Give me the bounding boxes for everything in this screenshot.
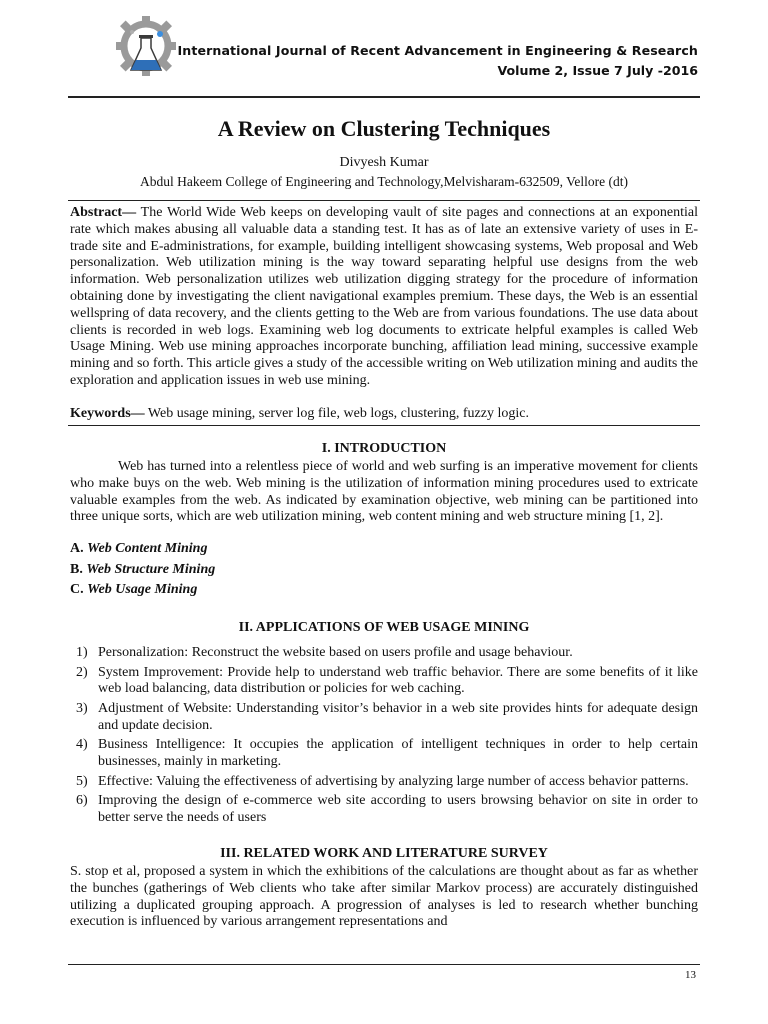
subsection-web-content-mining <box>70 541 207 557</box>
list-item-text: System Improvement: Provide help to understand web traffic behavior. There are some benefits of it like web load balancing, data distribution or policies for web caching. <box>98 664 698 697</box>
list-item <box>70 737 698 771</box>
abstract <box>70 205 698 390</box>
list-item-text: Adjustment of Website: Understanding visitor’s behavior in a web site provides hints for adequate design and update decision. <box>98 700 698 733</box>
subsection-letter: A. <box>70 541 84 556</box>
subsection-label: Web Content Mining <box>87 541 208 556</box>
abstract-bottom-divider <box>68 425 700 426</box>
list-item <box>70 701 698 735</box>
list-item-number: 5) <box>76 773 88 789</box>
abstract-label: Abstract— <box>70 205 137 220</box>
list-item-text: Effective: Valuing the effectiveness of advertising by analyzing large number of access behavior patterns. <box>98 773 689 789</box>
subsection-label: Web Structure Mining <box>86 562 216 577</box>
subsection-letter: C. <box>70 582 84 597</box>
paper-title: A Review on Clustering Techniques <box>217 116 551 141</box>
subsection-label: Web Usage Mining <box>87 582 198 597</box>
list-item <box>70 645 698 662</box>
flask-icon <box>131 35 161 70</box>
list-item-number: 1) <box>76 645 88 660</box>
list-item-number: 2) <box>76 664 88 680</box>
list-item-number: 3) <box>76 700 88 716</box>
journal-header <box>110 12 710 84</box>
journal-issue: Volume 2, Issue 7 July -2016 <box>497 63 698 78</box>
subsection-web-structure-mining <box>70 562 215 578</box>
list-item-number: 4) <box>76 737 88 753</box>
journal-name: International Journal of Recent Advancement in Engineering & Research <box>177 43 698 58</box>
section-heading-applications: II. APPLICATIONS OF WEB USAGE MINING <box>238 620 530 635</box>
list-item-text: Improving the design of e-commerce web site according to users browsing behavior on site in order to better serve the needs of users <box>98 793 698 826</box>
keywords <box>70 406 698 423</box>
list-item <box>70 774 698 791</box>
abstract-text: The World Wide Web keeps on developing vault of site pages and connections at an exponential rate which makes abusing all valuable data a standing test. It has as of late an extensive variety of uses in E-trade site and E-administrations, for example, building intelligent showcasing systems, Web proposal and Web personalization. Web utilization mining is the way toward separating helpful use designs from the web information. Web personalization utilizes web utilization digging strategy for the procedure of information obtaining done by investigating the client navigational examples premium. These days, the Web is an essential wellspring of data recovery, and the clients getting to the Web are from various foundations. The use data about clients is recorded in web logs. Examining web log documents to extricate helpful examples is called Web Usage Mining. Web use mining approaches incorporate bunching, affiliation lead mining, successive example mining and so forth. This article gives a study of the accessible writing on Web utilization mining and audits the exploration and application issues in web use mining. <box>70 205 698 388</box>
keywords-label: Keywords— <box>70 406 145 421</box>
list-item-text: Personalization: Reconstruct the website based on users profile and usage behaviour. <box>98 645 573 660</box>
related-work-text: S. stop et al, proposed a system in which the exhibitions of the calculations are thought about as far as whether the bunches (gatherings of Web clients who take after similar Markov process) are accurately distinguished utilizing a duplicated grouping approach. A progression of analyses is led to research whether bunching execution is influenced by various arrangement representations and <box>70 864 698 930</box>
subsection-letter: B. <box>70 562 83 577</box>
list-item-text: Business Intelligence: It occupies the application of intelligent techniques in order to help certain businesses, mainly in marketing. <box>98 737 698 770</box>
keywords-text: Web usage mining, server log file, web logs, clustering, fuzzy logic. <box>144 406 529 421</box>
abstract-top-divider <box>68 200 700 201</box>
section-heading-related-work: III. RELATED WORK AND LITERATURE SURVEY <box>220 846 548 861</box>
introduction-text: Web has turned into a relentless piece of world and web surfing is an imperative movement for clients who make buys on the web. Web mining is the utilization of information mining procedures used to extricate valuable examples from the web. As indicated by examination objective, web mining can be partitioned into three unique sorts, which are web utilization mining, web content mining and web structure mining [1, 2]. <box>70 459 698 525</box>
footer-divider <box>68 964 700 965</box>
list-item <box>70 793 698 827</box>
applications-list <box>70 645 698 830</box>
list-item <box>70 665 698 699</box>
header-divider <box>68 96 700 98</box>
list-item-number: 6) <box>76 793 88 809</box>
subsection-web-usage-mining <box>70 582 197 598</box>
section-heading-introduction: I. INTRODUCTION <box>321 441 447 456</box>
author-name: Divyesh Kumar <box>339 155 429 170</box>
gear-flask-logo-icon <box>110 12 182 84</box>
page-number: 13 <box>685 969 696 981</box>
author-affiliation: Abdul Hakeem College of Engineering and Technology,Melvisharam-632509, Vellore (dt) <box>139 174 629 189</box>
